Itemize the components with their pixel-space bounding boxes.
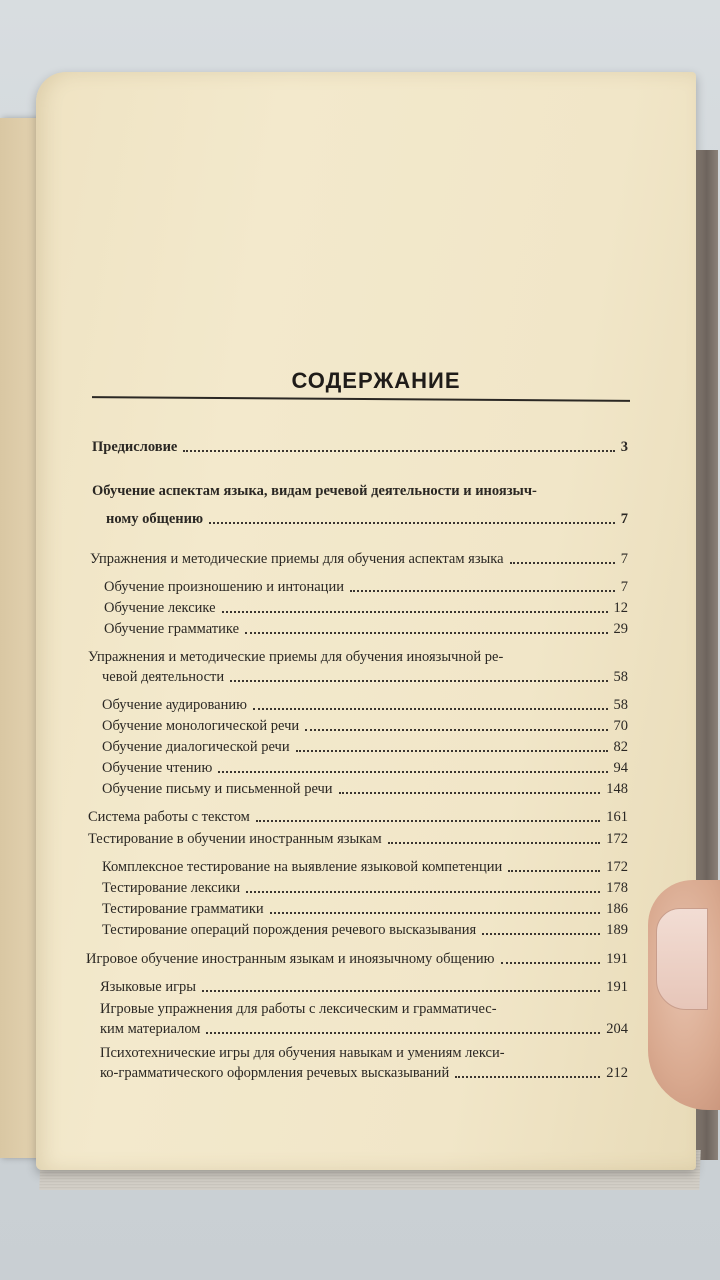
toc-entry[interactable]: Обучение чтению 94: [102, 760, 628, 776]
toc-entry[interactable]: Предисловие 3: [92, 439, 628, 455]
toc-entry[interactable]: Языковые игры 191: [100, 979, 628, 995]
toc-entry[interactable]: Тестирование грамматики 186: [102, 901, 628, 917]
toc-entry-line: Психотехнические игры для обучения навыкам и умениям лекси-: [100, 1045, 505, 1061]
toc-entry[interactable]: Обучение монологической речи 70: [102, 718, 628, 734]
toc-entry[interactable]: Обучение письму и письменной речи 148: [102, 781, 628, 797]
page-title: СОДЕРЖАНИЕ: [291, 368, 461, 393]
toc-entry[interactable]: Комплексное тестирование на выявление языковой компетенции 172: [102, 859, 628, 875]
toc-entry[interactable]: Система работы с текстом 161: [88, 809, 628, 825]
toc-entry[interactable]: Тестирование в обучении иностранным языкам 172: [88, 831, 628, 847]
book-page: [36, 72, 696, 1170]
toc-entry[interactable]: Упражнения и методические приемы для обучения аспектам языка 7: [90, 551, 628, 567]
toc-entry[interactable]: Обучение произношению и интонации 7: [104, 579, 628, 595]
toc-entry-line: Обучение аспектам языка, видам речевой деятельности и иноязыч-: [92, 483, 537, 499]
toc-entry[interactable]: Тестирование лексики 178: [102, 880, 628, 896]
toc-entry-line: Игровые упражнения для работы с лексическим и грамматичес-: [100, 1001, 497, 1017]
toc-entry-line: Упражнения и методические приемы для обучения иноязычной ре-: [88, 649, 504, 665]
table-of-contents: [36, 72, 696, 1170]
toc-entry[interactable]: Обучение лексике 12: [104, 600, 628, 616]
thumbnail-nail: [656, 908, 708, 1010]
toc-entry[interactable]: Обучение диалогической речи 82: [102, 739, 628, 755]
toc-entry[interactable]: Тестирование операций порождения речевого высказывания 189: [102, 922, 628, 938]
toc-entry[interactable]: ким материалом 204: [100, 1021, 628, 1037]
toc-entry[interactable]: чевой деятельности 58: [102, 669, 628, 685]
toc-entry[interactable]: Обучение грамматике 29: [104, 621, 628, 637]
toc-entry[interactable]: Обучение аудированию 58: [102, 697, 628, 713]
toc-entry[interactable]: Игровое обучение иностранным языкам и иноязычному общению 191: [86, 951, 628, 967]
toc-entry[interactable]: ко-грамматического оформления речевых высказываний 212: [100, 1065, 628, 1081]
toc-entry[interactable]: ному общению 7: [106, 511, 628, 527]
